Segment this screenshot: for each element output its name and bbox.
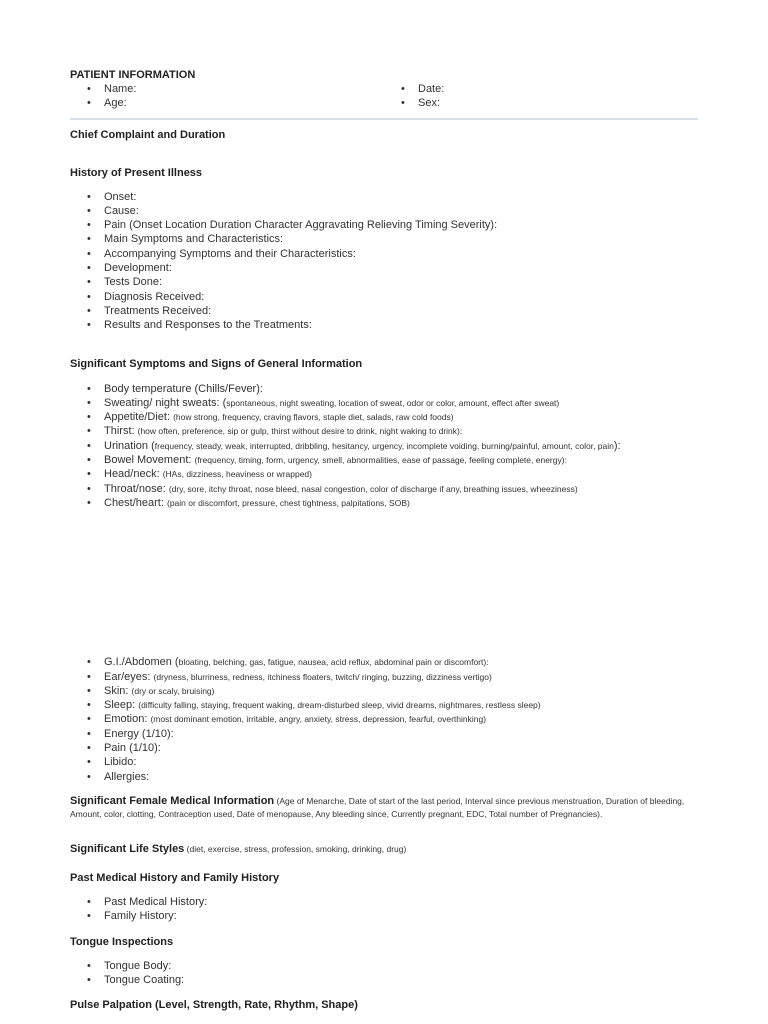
list-item: • Emotion: (most dominant emotion, irritable, angry, anxiety, stress, depression, fearful, overthinking) <box>104 712 698 726</box>
list-item: • Diagnosis Received: <box>104 290 698 304</box>
hpi-list <box>70 190 698 333</box>
pmh-list <box>70 895 698 924</box>
list-item: • Sleep: (difficulty falling, staying, frequent waking, dream-disturbed sleep, vivid dreams, nightmares, restless sleep) <box>104 698 698 712</box>
list-item: • Accompanying Symptoms and their Characteristics: <box>104 247 698 261</box>
list-item: • Body temperature (Chills/Fever): <box>104 382 698 396</box>
list-item: • Treatments Received: <box>104 304 698 318</box>
list-item: • G.I./Abdomen (bloating, belching, gas, fatigue, nausea, acid reflux, abdominal pain or discomfort): <box>104 655 698 669</box>
patient-info-heading: PATIENT INFORMATION <box>70 69 196 81</box>
list-item: • Allergies: <box>104 770 698 784</box>
patient-info-fields <box>70 82 698 111</box>
list-item: • Bowel Movement: (frequency, timing, form, urgency, smell, abnormalities, ease of passage, feeling complete, energy): <box>104 453 698 467</box>
general-heading: Significant Symptoms and Signs of General Information <box>70 357 363 370</box>
list-item: • Energy (1/10): <box>104 727 698 741</box>
sex-field: • Sex: <box>418 96 698 110</box>
list-item: • Chest/heart: (pain or discomfort, pressure, chest tightness, palpitations, SOB) <box>104 496 698 510</box>
list-item: • Skin: (dry or scaly, bruising) <box>104 684 698 698</box>
chief-complaint-heading: Chief Complaint and Duration <box>70 128 226 141</box>
list-item: • Past Medical History: <box>104 895 698 909</box>
list-item: • Pain (1/10): <box>104 741 698 755</box>
list-item: • Libido: <box>104 755 698 769</box>
list-item: • Urination (frequency, steady, weak, interrupted, dribbling, hesitancy, urgency, incomplete voiding, burning/painful, amount, color, pain): <box>104 439 698 453</box>
list-item: • Head/neck: (HAs, dizziness, heaviness or wrapped) <box>104 467 698 481</box>
list-item: • Sweating/ night sweats: (spontaneous, night sweating, location of sweat, odor or color, amount, effect after sweat) <box>104 396 698 410</box>
list-item: • Tongue Body: <box>104 959 698 973</box>
section-divider <box>70 118 698 120</box>
list-item: • Main Symptoms and Characteristics: <box>104 232 698 246</box>
hpi-heading: History of Present Illness <box>70 166 203 179</box>
tongue-list <box>70 959 698 988</box>
intake-form <box>70 67 698 1012</box>
tongue-heading: Tongue Inspections <box>70 935 174 948</box>
list-item: • Development: <box>104 261 698 275</box>
list-item: • Onset: <box>104 190 698 204</box>
pulse-heading: Pulse Palpation (Level, Strength, Rate, Rhythm, Shape) <box>70 999 358 1012</box>
date-field: • Date: <box>418 82 698 96</box>
pmh-heading: Past Medical History and Family History <box>70 871 280 884</box>
female-info-detail: (Age of Menarche, Date of start of the last period, Interval since previous menstruation, Duration of bleeding, Amount, color, clotting, Contraception used, Date of menopause, Any bleeding since, Currently pregnant, EDC, Total number of Pregnancies). <box>70 795 685 819</box>
general-list-continued <box>70 655 698 784</box>
age-field: • Age: <box>104 96 384 110</box>
lifestyle-detail: (diet, exercise, stress, profession, smoking, drinking, drug) <box>184 843 407 854</box>
lifestyle-paragraph <box>70 843 698 856</box>
female-info-paragraph <box>70 795 698 821</box>
list-item: • Tests Done: <box>104 275 698 289</box>
list-item: • Cause: <box>104 204 698 218</box>
name-field: • Name: <box>104 82 384 96</box>
general-list <box>70 382 698 511</box>
lifestyle-heading: Significant Life Styles <box>70 842 185 855</box>
list-item: • Throat/nose: (dry, sore, itchy throat, nose bleed, nasal congestion, color of discharge if any, breathing issues, wheeziness) <box>104 482 698 496</box>
patient-info-left <box>70 82 384 111</box>
list-item: • Appetite/Diet: (how strong, frequency, craving flavors, staple diet, salads, raw cold foods) <box>104 410 698 424</box>
list-item: • Thirst: (how often, preference, sip or gulp, thirst without desire to drink, night waking to drink): <box>104 424 698 438</box>
list-item: • Family History: <box>104 909 698 923</box>
list-item: • Ear/eyes: (dryness, blurriness, redness, itchiness floaters, twitch/ ringing, buzzing, dizziness vertigo) <box>104 670 698 684</box>
list-item: • Tongue Coating: <box>104 973 698 987</box>
female-info-heading: Significant Female Medical Information <box>70 794 275 807</box>
list-item: • Pain (Onset Location Duration Character Aggravating Relieving Timing Severity): <box>104 218 698 232</box>
patient-info-right <box>384 82 698 111</box>
list-item: • Results and Responses to the Treatments: <box>104 318 698 332</box>
